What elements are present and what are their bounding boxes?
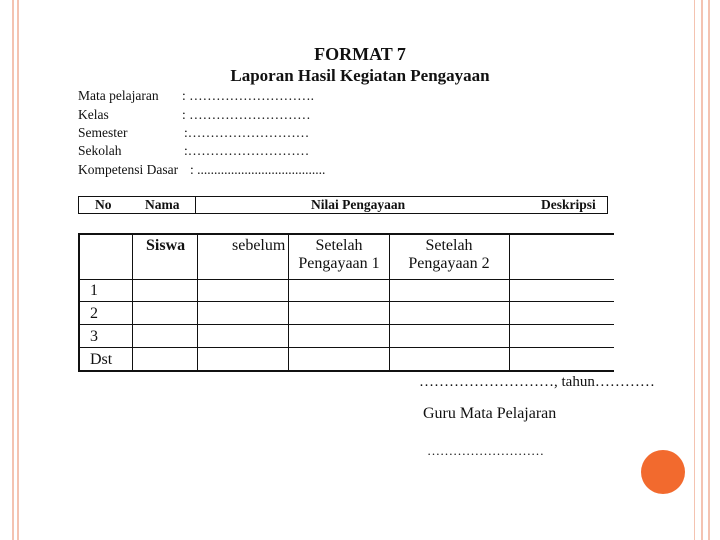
- col-setelah-1-line2: Pengayaan 1: [298, 255, 380, 272]
- grid-hline: [78, 370, 614, 372]
- col-siswa: Siswa: [146, 237, 186, 254]
- header-divider: [195, 197, 196, 213]
- grid-vline: [389, 233, 390, 371]
- field-semester: [78, 125, 310, 141]
- field-dots: :………………………: [184, 125, 310, 140]
- header-no: No: [95, 197, 112, 212]
- grid-hline: [78, 347, 614, 348]
- grid-hline: [78, 233, 614, 235]
- col-setelah-2: [394, 237, 504, 273]
- field-kelas: [78, 107, 311, 123]
- grid-vline: [197, 233, 198, 371]
- signature-name-line: ………………………: [427, 443, 544, 458]
- field-dots: :………………………: [184, 143, 310, 158]
- field-dots: : ......................................: [190, 162, 326, 177]
- field-dots: : ……………………….: [182, 88, 315, 103]
- grid-vline: [132, 233, 133, 371]
- field-label: Kelas: [78, 107, 109, 122]
- date-line: ………………………, tahun…………: [419, 374, 655, 390]
- format-label: FORMAT 7: [314, 44, 406, 64]
- header-deskripsi: Deskripsi: [541, 197, 596, 212]
- header-nilai: Nilai Pengayaan: [311, 197, 406, 212]
- grid-hline: [78, 301, 614, 302]
- grid-hline: [78, 279, 614, 280]
- page-title: Laporan Hasil Kegiatan Pengayaan: [230, 66, 490, 85]
- field-label: Sekolah: [78, 143, 122, 158]
- col-sebelum: sebelum: [232, 237, 286, 254]
- field-dots: : ………………………: [182, 107, 311, 122]
- col-setelah-2-line1: Setelah: [425, 237, 473, 254]
- field-mata-pelajaran: [78, 88, 315, 104]
- col-setelah-2-line2: Pengayaan 2: [408, 255, 490, 272]
- grid-vline: [78, 233, 80, 371]
- row-number: Dst: [90, 351, 113, 368]
- grid-vline: [288, 233, 289, 371]
- field-label: Kompetensi Dasar: [78, 162, 179, 177]
- field-label: Semester: [78, 125, 128, 140]
- grid-vline: [509, 233, 510, 371]
- field-label: Mata pelajaran: [78, 88, 159, 103]
- col-setelah-1-line1: Setelah: [315, 237, 363, 254]
- header-nama: Nama: [145, 197, 180, 212]
- teacher-role: Guru Mata Pelajaran: [423, 405, 557, 422]
- row-number: 3: [90, 328, 98, 345]
- accent-circle: [641, 450, 685, 494]
- field-kompetensi-dasar: [78, 162, 326, 178]
- row-number: 2: [90, 305, 98, 322]
- row-number: 1: [90, 282, 98, 299]
- header-table: [78, 196, 608, 214]
- col-setelah-1: [294, 237, 384, 273]
- field-sekolah: [78, 143, 310, 159]
- score-table: [78, 233, 614, 371]
- grid-hline: [78, 324, 614, 325]
